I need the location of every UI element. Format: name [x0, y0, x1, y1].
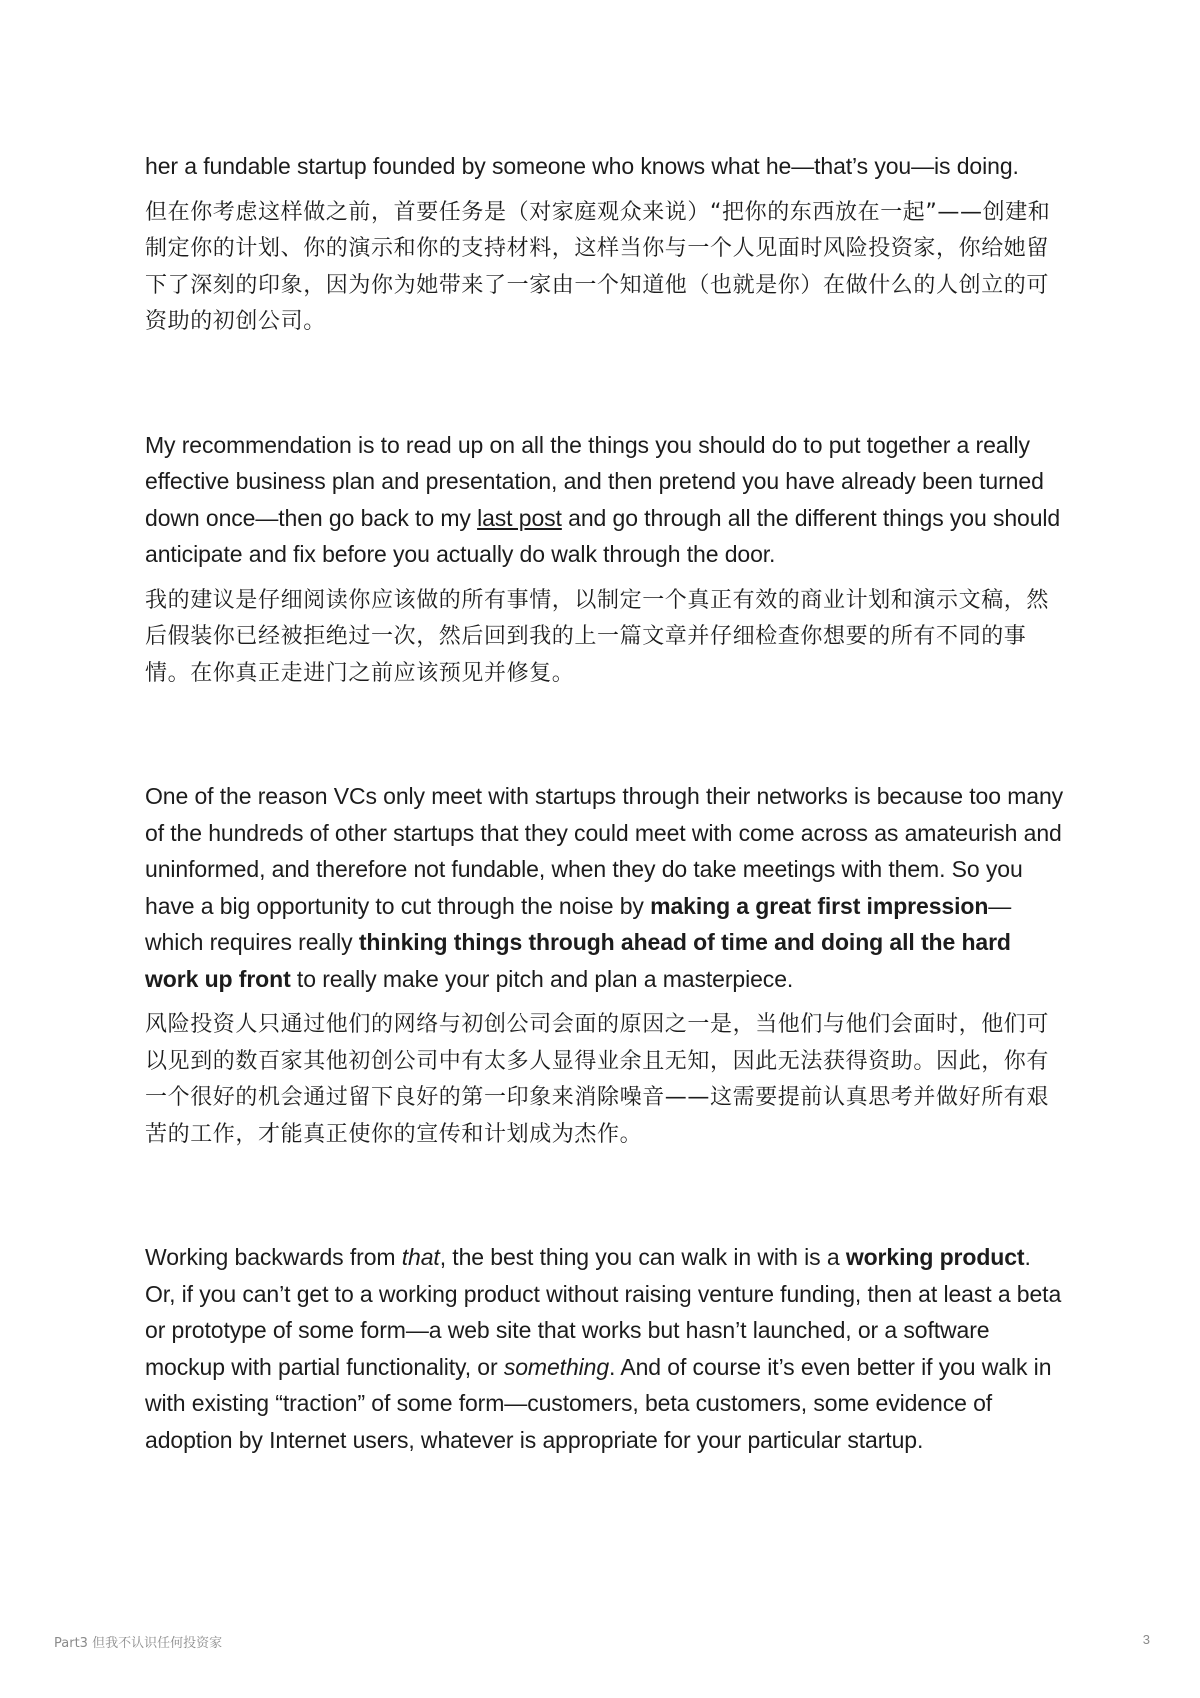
bold-run: making a great first impression	[650, 892, 989, 919]
text-run: . And of course it’s even better if you walk in with existing “traction” of some form—customers, beta customers, some evidence of adoption by Internet users, whatever is appropriate for your particular startup.	[145, 1353, 1052, 1453]
text-run: One of the reason VCs only meet with startups through their networks is because too many of the hundreds of other startups that they could meet with come across as amateurish and uninformed, and therefore not fundable, when they do take meetings with them. So you have a big opportunity to cut through the noise by	[145, 783, 1064, 919]
paragraph-en-2	[145, 427, 1065, 573]
footer-section-title: Part3 但我不认识任何投资家	[54, 1636, 223, 1651]
italic-run: something	[503, 1353, 610, 1380]
paragraph-zh-3: 风险投资人只通过他们的网络与初创公司会面的原因之一是，当他们与他们会面时，他们可以见到的数百家其他初创公司中有太多人显得业余且无知，因此无法获得资助。因此，你有一个很好的机会通过留下良好的第一印象来消除噪音——这需要提前认真思考并做好所有艰苦的工作，才能真正使你的宣传和计划成为杰作。	[145, 1012, 1050, 1147]
paragraph-en-1	[145, 148, 1065, 185]
page-number: 3	[1142, 1632, 1150, 1647]
last-post-link[interactable]: last post	[477, 504, 562, 531]
bold-run: thinking things through ahead of time and doing all the hard work up front	[145, 929, 1011, 992]
text-run: her a fundable startup founded by someone who knows what he—that’s you—is doing.	[145, 153, 1019, 179]
text-run: —which requires really	[145, 892, 1012, 955]
text-run: , the best thing you can walk in with is a	[439, 1244, 846, 1270]
paragraph-en-4	[145, 1239, 1065, 1458]
text-run: . Or, if you can’t get to a working product without raising venture funding, then at least a beta or prototype of some form—a web site that works but hasn’t launched, or a software mockup with partial functionality, or	[145, 1244, 1062, 1380]
document-body	[145, 148, 1065, 1468]
text-run: to really make your pitch and plan a masterpiece.	[290, 965, 794, 992]
text-run: My recommendation is to read up on all the things you should do to put together a really effective business plan and presentation, and then pretend you have already been turned down once—then go back to my	[145, 431, 1044, 531]
text-run: Working backwards from	[145, 1244, 402, 1270]
bold-run: working product	[845, 1244, 1025, 1270]
paragraph-en-3	[145, 778, 1065, 997]
text-run: and go through all the different things you should anticipate and fix before you actually do walk through the door.	[145, 504, 1061, 567]
paragraph-zh-2: 我的建议是仔细阅读你应该做的所有事情，以制定一个真正有效的商业计划和演示文稿，然后假装你已经被拒绝过一次，然后回到我的上一篇文章并仔细检查你想要的所有不同的事情。在你真正走进门之前应该预见并修复。	[145, 587, 1050, 686]
paragraph-zh-1: 但在你考虑这样做之前，首要任务是（对家庭观众来说）“把你的东西放在一起”——创建和制定你的计划、你的演示和你的支持材料，这样当你与一个人见面时风险投资家，你给她留下了深刻的印象，因为你为她带来了一家由一个知道他（也就是你）在做什么的人创立的可资助的初创公司。	[145, 199, 1051, 334]
italic-run: that	[401, 1244, 440, 1270]
